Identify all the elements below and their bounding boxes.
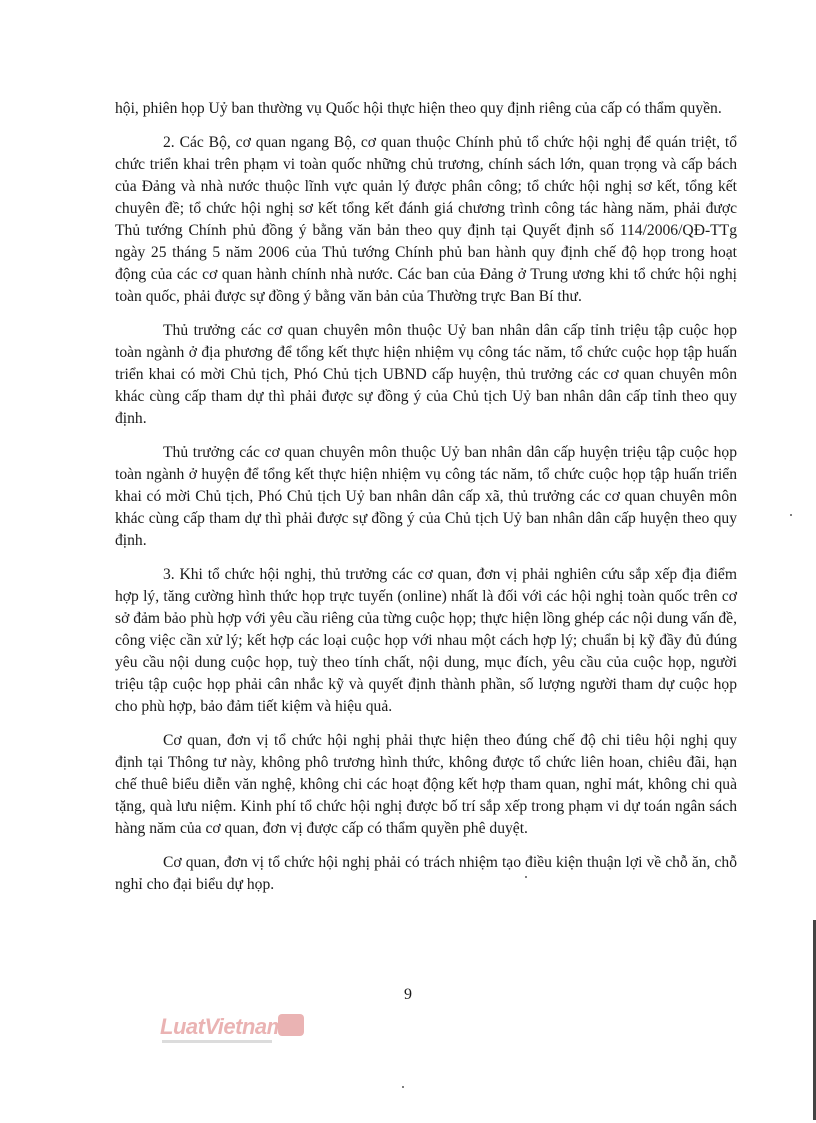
scan-speck xyxy=(525,876,527,878)
body-text xyxy=(115,98,737,908)
paragraph-provincial: Thủ trưởng các cơ quan chuyên môn thuộc Uỷ ban nhân dân cấp tỉnh triệu tập cuộc họp toàn ngành ở địa phương để tổng kết thực hiện nhiệm vụ công tác năm, tổ chức cuộc họp tập huấn triển khai có mời Chủ tịch, Phó Chủ tịch UBND cấp huyện, thủ trưởng các cơ quan chuyên môn khác cùng cấp tham dự thì phải được sự đồng ý của Chủ tịch Uỷ ban nhân dân cấp tỉnh theo quy định. xyxy=(115,322,737,427)
paragraph-accommodation: Cơ quan, đơn vị tổ chức hội nghị phải có trách nhiệm tạo điều kiện thuận lợi về chỗ ăn, chỗ nghỉ cho đại biểu dự họp. xyxy=(115,854,737,893)
watermark-logo xyxy=(160,1014,310,1054)
watermark-arrow-icon xyxy=(278,1014,304,1036)
scan-speck xyxy=(402,1086,404,1088)
paragraph-expenditure: Cơ quan, đơn vị tổ chức hội nghị phải thực hiện theo đúng chế độ chi tiêu hội nghị quy định tại Thông tư này, không phô trương hình thức, không được tổ chức liên hoan, chiêu đãi, hạn chế thuê biểu diễn văn nghệ, không chi các hoạt động kết hợp tham quan, nghỉ mát, không chi quà tặng, quà lưu niệm. Kinh phí tổ chức hội nghị được bố trí sắp xếp trong phạm vi dự toán ngân sách hàng năm của cơ quan, đơn vị được cấp có thẩm quyền phê duyệt. xyxy=(115,732,737,837)
paragraph-item-3: 3. Khi tổ chức hội nghị, thủ trưởng các cơ quan, đơn vị phải nghiên cứu sắp xếp địa điểm hợp lý, tăng cường hình thức họp trực tuyến (online) nhất là đối với các hội nghị toàn quốc trên cơ sở đảm bảo phù hợp với yêu cầu riêng của từng cuộc họp; thực hiện lồng ghép các nội dung vấn đề, công việc cần xử lý; kết hợp các loại cuộc họp với nhau một cách hợp lý; chuẩn bị kỹ đầy đủ đúng yêu cầu nội dung cuộc họp, tuỳ theo tính chất, nội dung, mục đích, yêu cầu của cuộc họp, người triệu tập cuộc họp phải cân nhắc kỹ và quyết định thành phần, số lượng người tham dự cuộc họp cho phù hợp, bảo đảm tiết kiệm và hiệu quả. xyxy=(115,566,737,715)
scan-speck xyxy=(790,514,792,516)
paragraph-continuation: hội, phiên họp Uỷ ban thường vụ Quốc hội thực hiện theo quy định riêng của cấp có thẩm quyền. xyxy=(115,100,722,117)
watermark-text: LuatVietnam xyxy=(160,1014,286,1039)
paragraph-item-2: 2. Các Bộ, cơ quan ngang Bộ, cơ quan thuộc Chính phủ tổ chức hội nghị để quán triệt, tổ chức triển khai trên phạm vi toàn quốc những chủ trương, chính sách lớn, quan trọng và cấp bách của Đảng và nhà nước thuộc lĩnh vực quản lý được phân công; tổ chức hội nghị sơ kết, tổng kết chuyên đề; tổ chức hội nghị sơ kết tổng kết đánh giá chương trình công tác hàng năm, phải được Thủ tướng Chính phủ đồng ý bằng văn bản theo quy định tại Quyết định số 114/2006/QĐ-TTg ngày 25 tháng 5 năm 2006 của Thủ tướng Chính phủ ban hành quy định chế độ họp trong hoạt động của các cơ quan hành chính nhà nước. Các ban của Đảng ở Trung ương khi tổ chức hội nghị toàn quốc, phải được sự đồng ý bằng văn bản của Thường trực Ban Bí thư. xyxy=(115,134,737,305)
watermark-underline xyxy=(162,1040,272,1043)
page-number: 9 xyxy=(404,986,412,1003)
paragraph-district: Thủ trưởng các cơ quan chuyên môn thuộc Uỷ ban nhân dân cấp huyện triệu tập cuộc họp toàn ngành ở huyện để tổng kết thực hiện nhiệm vụ công tác năm, tổ chức cuộc họp tập huấn triển khai có mời Chủ tịch, Phó Chủ tịch Uỷ ban nhân dân cấp xã, thủ trưởng các cơ quan chuyên môn khác cùng cấp tham dự thì phải được sự đồng ý của Chủ tịch Uỷ ban nhân dân cấp huyện theo quy định. xyxy=(115,444,737,549)
